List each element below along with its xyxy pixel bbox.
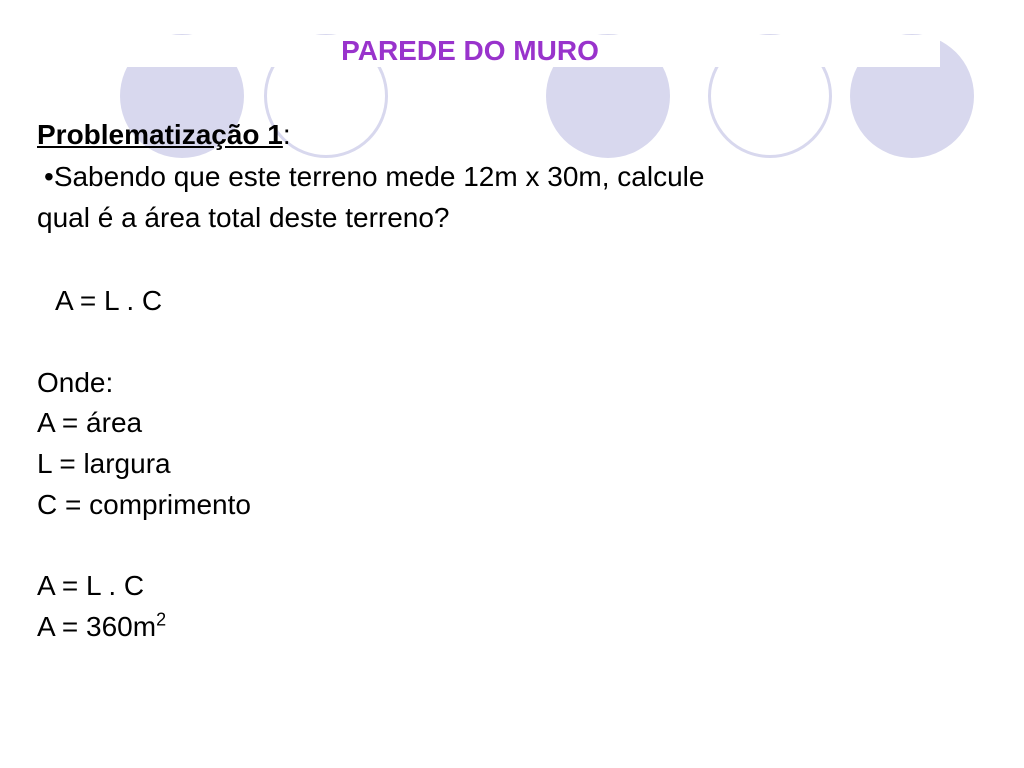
solution-exponent: 2 bbox=[156, 609, 167, 630]
definition-width: L = largura bbox=[37, 448, 171, 479]
slide-title-text: PAREDE DO MURO bbox=[341, 35, 599, 66]
problem-line-1 bbox=[44, 156, 704, 197]
slide-title bbox=[0, 35, 940, 67]
solution-line-1 bbox=[37, 565, 144, 606]
formula bbox=[55, 280, 162, 321]
problem-text-1: Sabendo que este terreno mede 12m x 30m, calcule bbox=[53, 161, 705, 192]
definition-item bbox=[37, 402, 142, 443]
formula-text: A = L . C bbox=[55, 285, 163, 316]
definition-item bbox=[37, 484, 251, 525]
solution-line-2 bbox=[37, 606, 166, 647]
solution-result: A = 360m bbox=[37, 611, 157, 642]
definition-area: A = área bbox=[37, 407, 143, 438]
definitions-label bbox=[37, 362, 113, 403]
bullet-icon: • bbox=[44, 161, 54, 192]
definitions-label-text: Onde: bbox=[37, 367, 114, 398]
solution-formula: A = L . C bbox=[37, 570, 145, 601]
problem-heading: Problematização 1 bbox=[37, 119, 283, 150]
problem-heading-colon: : bbox=[282, 119, 291, 150]
problem-text-2: qual é a área total deste terreno? bbox=[37, 202, 450, 233]
problem-heading-line bbox=[37, 114, 291, 155]
definition-length: C = comprimento bbox=[37, 489, 251, 520]
problem-line-2 bbox=[37, 197, 450, 238]
definition-item bbox=[37, 443, 171, 484]
